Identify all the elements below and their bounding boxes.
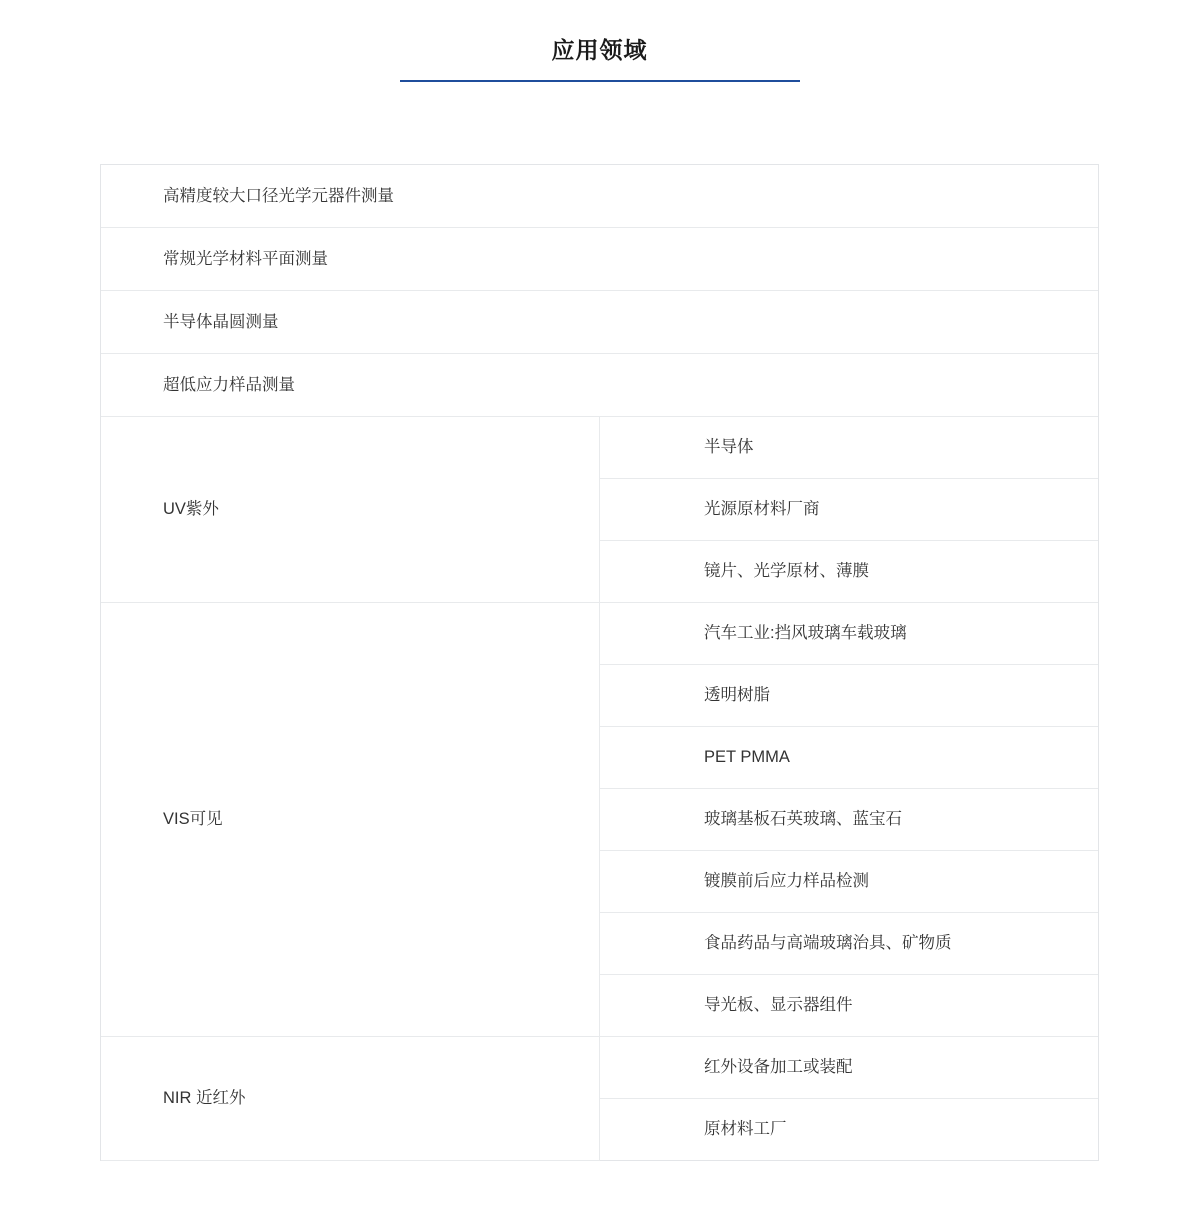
table-cell-single [101,165,1098,228]
table-cell-detail [600,1037,1099,1099]
page-title: 应用领域 [551,37,648,63]
table-cell-category [101,417,600,603]
table-cell-detail [600,1099,1099,1161]
table-cell-detail [600,913,1099,975]
table-row [101,417,1098,479]
table-row [101,165,1098,228]
table-body [101,165,1098,1161]
cell-label: 食品药品与高端玻璃治具、矿物质 [704,934,952,953]
table-cell-single [101,291,1098,354]
cell-label: 光源原材料厂商 [704,500,820,519]
cell-label: 汽车工业:挡风玻璃车载玻璃 [704,624,907,643]
cell-label: 红外设备加工或装配 [704,1058,853,1077]
category-label: VIS可见 [163,810,223,829]
cell-label: 原材料工厂 [704,1120,787,1139]
title-underline [400,80,800,82]
table-row [101,1037,1098,1099]
table-cell-detail [600,727,1099,789]
table-cell-detail [600,851,1099,913]
table-cell-category [101,603,600,1037]
table-cell-detail [600,417,1099,479]
table-cell-detail [600,975,1099,1037]
table-cell-single [101,228,1098,291]
table-cell-single [101,354,1098,417]
cell-label: 镀膜前后应力样品检测 [704,872,869,891]
table-cell-detail [600,541,1099,603]
cell-label: 超低应力样品测量 [163,375,295,394]
cell-label: 镜片、光学原材、薄膜 [704,562,869,581]
table-cell-detail [600,603,1099,665]
table-cell-detail [600,479,1099,541]
cell-label: PET PMMA [704,748,790,767]
cell-label: 常规光学材料平面测量 [163,249,328,268]
application-areas-table-wrapper [100,164,1099,1161]
table-row [101,354,1098,417]
cell-label: 玻璃基板石英玻璃、蓝宝石 [704,810,902,829]
table-row [101,228,1098,291]
cell-label: 半导体晶圆测量 [163,312,279,331]
table-cell-detail [600,789,1099,851]
table-row [101,291,1098,354]
page-header [0,0,1199,82]
category-label: UV紫外 [163,500,219,519]
cell-label: 高精度较大口径光学元器件测量 [163,186,394,205]
table-row [101,603,1098,665]
category-label: NIR 近红外 [163,1089,246,1108]
application-areas-table [101,165,1098,1161]
cell-label: 半导体 [704,438,754,457]
table-cell-detail [600,665,1099,727]
cell-label: 导光板、显示器组件 [704,996,853,1015]
table-cell-category [101,1037,600,1161]
cell-label: 透明树脂 [704,686,770,705]
